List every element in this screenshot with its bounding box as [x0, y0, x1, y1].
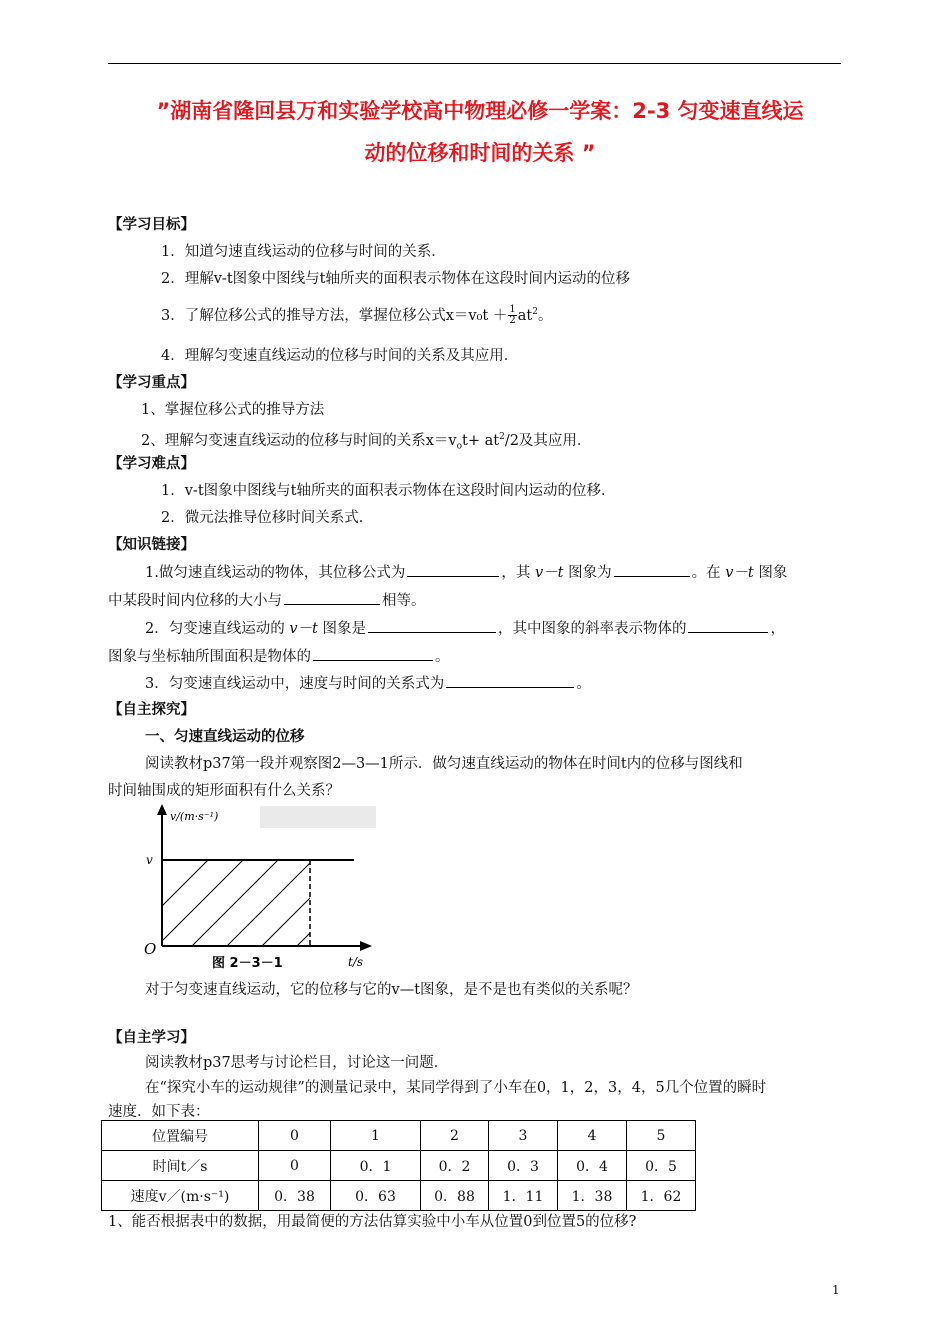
goal-item-3-at: at	[517, 307, 533, 324]
knowledge-q1-text-b: ，其	[501, 565, 535, 581]
vt-graph-figure	[140, 800, 385, 975]
goals-heading: 【学习目标】	[108, 217, 195, 233]
knowledge-q2-text-c: ，其中图象的斜率表示物体的	[497, 621, 687, 637]
focus-item-2-power: 2	[499, 432, 505, 442]
table-cell: 0．63	[331, 1181, 421, 1211]
knowledge-q2	[145, 618, 785, 639]
focus-item-2-sub: o	[456, 441, 463, 452]
y-axis-label: v/(m·s⁻¹)	[170, 810, 219, 823]
knowledge-q2-vt: v－t	[289, 621, 318, 637]
focus-item-2	[141, 427, 591, 457]
table-cell: 0．38	[259, 1181, 331, 1211]
explore-question: 对于匀变速直线运动，它的位移与它的v—t图象，是不是也有类似的关系呢？	[145, 982, 638, 998]
figure-caption: 图 2－3－1	[212, 956, 283, 971]
table-cell: 0	[259, 1151, 331, 1181]
table-cell: 1．11	[489, 1181, 558, 1211]
table-cell: 3	[489, 1121, 558, 1151]
answer-blank[interactable]	[446, 673, 574, 688]
table-cell: 时间t／s	[102, 1151, 259, 1181]
table-cell: 1．62	[627, 1181, 696, 1211]
table-row	[102, 1121, 696, 1151]
table-cell: 0．5	[627, 1151, 696, 1181]
difficulty-item-1: 1．v-t图象中图线与t轴所夹的面积表示物体在这段时间内运动的位移．	[161, 483, 616, 499]
focus-item-2-end: /2及其应用．	[504, 432, 592, 449]
table-cell: 1．38	[558, 1181, 627, 1211]
hatched-area	[140, 856, 385, 946]
table-cell: 4	[558, 1121, 627, 1151]
title-line-1: ”湖南省隆回县万和实验学校高中物理必修一学案：2-3 匀变速直线运	[156, 99, 804, 123]
knowledge-q2-text-d: ，	[770, 621, 785, 637]
knowledge-q2-line2	[108, 646, 450, 667]
fraction-half	[508, 305, 516, 326]
table-cell: 0．3	[489, 1151, 558, 1181]
x-axis-arrow-icon	[360, 941, 372, 951]
title-line-2: 动的位移和时间的关系 ”	[364, 141, 596, 165]
selfstudy-para-2-line-1: 在“探究小车的运动规律”的测量记录中，某同学得到了小车在0，1，2，3，4，5几个位置的瞬时	[145, 1080, 767, 1096]
fraction-denominator: 2	[509, 315, 516, 327]
knowledge-q1-text-c: 图象为	[563, 565, 612, 581]
knowledge-q1-text-a: 1.做匀速直线运动的物体，其位移公式为	[145, 565, 406, 581]
answer-blank[interactable]	[284, 590, 380, 605]
selfstudy-heading: 【自主学习】	[108, 1030, 195, 1046]
knowledge-q2-line2-end: 。	[435, 649, 450, 665]
knowledge-q1-line2-text: 中某段时间内位移的大小与	[108, 593, 282, 609]
knowledge-q1-text-e: 图象	[753, 565, 788, 581]
fraction-numerator: 1	[509, 304, 516, 316]
focus-item-2-mid: t+ at	[462, 432, 500, 449]
origin-label: O	[144, 940, 157, 958]
v-label: v	[146, 853, 153, 867]
knowledge-q1-text-d: 。在	[691, 565, 726, 581]
table-cell: 0	[259, 1121, 331, 1151]
table-cell: 0．88	[421, 1181, 489, 1211]
knowledge-q2-text-a: 2．匀变速直线运动的	[145, 621, 290, 637]
goal-item-3-text: 3．了解位移公式的推导方法，掌握位移公式x＝v₀t ＋	[161, 307, 508, 324]
answer-blank[interactable]	[368, 618, 496, 633]
goal-item-4: 4．理解匀变速直线运动的位移与时间的关系及其应用．	[161, 348, 519, 364]
knowledge-q2-line2-text: 图象与坐标轴所围面积是物体的	[108, 649, 311, 665]
table-cell: 0．2	[421, 1151, 489, 1181]
goal-item-3-power: 2	[532, 307, 538, 317]
difficulty-heading: 【学习难点】	[108, 456, 195, 472]
knowledge-q3-text: 3．匀变速直线运动中，速度与时间的关系式为	[145, 676, 445, 692]
explore-heading: 【自主探究】	[108, 702, 195, 718]
table-cell: 5	[627, 1121, 696, 1151]
answer-blank[interactable]	[313, 646, 433, 661]
explore-subheading: 一、匀速直线运动的位移	[145, 729, 305, 745]
goal-item-3	[161, 302, 552, 326]
table-cell: 2	[421, 1121, 489, 1151]
selfstudy-para-2-line-2: 速度．如下表：	[108, 1104, 210, 1120]
table-cell: 位置编号	[102, 1121, 259, 1151]
goal-item-2: 2．理解v-t图象中图线与t轴所夹的面积表示物体在这段时间内运动的位移	[161, 271, 630, 287]
table-cell: 0．4	[558, 1151, 627, 1181]
knowledge-q1	[145, 562, 787, 583]
page-number: 1	[832, 1283, 840, 1297]
knowledge-heading: 【知识链接】	[108, 537, 195, 553]
knowledge-q1-line2-end: 相等。	[382, 593, 426, 609]
answer-blank[interactable]	[614, 562, 690, 577]
header-rule	[108, 63, 841, 64]
goal-item-1: 1．知道匀速直线运动的位移与时间的关系．	[161, 244, 446, 260]
table-cell: 速度v／(m·s⁻¹)	[102, 1181, 259, 1211]
table-cell: 1	[331, 1121, 421, 1151]
table-row	[102, 1151, 696, 1181]
focus-item-2-text: 2、理解匀变速直线运动的位移与时间的关系x＝v	[141, 432, 457, 449]
velocity-data-table	[101, 1120, 696, 1211]
knowledge-q2-text-b: 图象是	[317, 621, 366, 637]
y-axis-arrow-icon	[157, 804, 167, 815]
table-cell: 0．1	[331, 1151, 421, 1181]
page-title	[100, 90, 860, 174]
selfstudy-para-1: 阅读教材p37思考与讨论栏目，讨论这一问题．	[145, 1055, 449, 1071]
knowledge-q1-vt2: v－t	[725, 565, 754, 581]
goal-item-3-end: 。	[537, 307, 553, 324]
answer-blank[interactable]	[407, 562, 499, 577]
figure-label-shade	[260, 806, 376, 828]
knowledge-q1-vt: v－t	[534, 565, 564, 581]
difficulty-item-2: 2．微元法推导位移时间关系式．	[161, 510, 374, 526]
knowledge-q1-line2	[108, 590, 426, 611]
focus-item-1: 1、掌握位移公式的推导方法	[141, 402, 325, 418]
table-row	[102, 1181, 696, 1211]
knowledge-q3	[145, 673, 591, 694]
x-axis-label: t/s	[348, 955, 364, 969]
selfstudy-question-1: 1、能否根据表中的数据，用最简便的方法估算实验中小车从位置0到位置5的位移?	[108, 1214, 637, 1230]
explore-para-line-1: 阅读教材p37第一段并观察图2—3—1所示．做匀速直线运动的物体在时间t内的位移与图线和	[145, 756, 743, 772]
knowledge-q3-end: 。	[576, 676, 591, 692]
focus-heading: 【学习重点】	[108, 375, 195, 391]
explore-para-line-2: 时间轴围成的矩形面积有什么关系？	[108, 783, 340, 799]
answer-blank[interactable]	[688, 618, 768, 633]
